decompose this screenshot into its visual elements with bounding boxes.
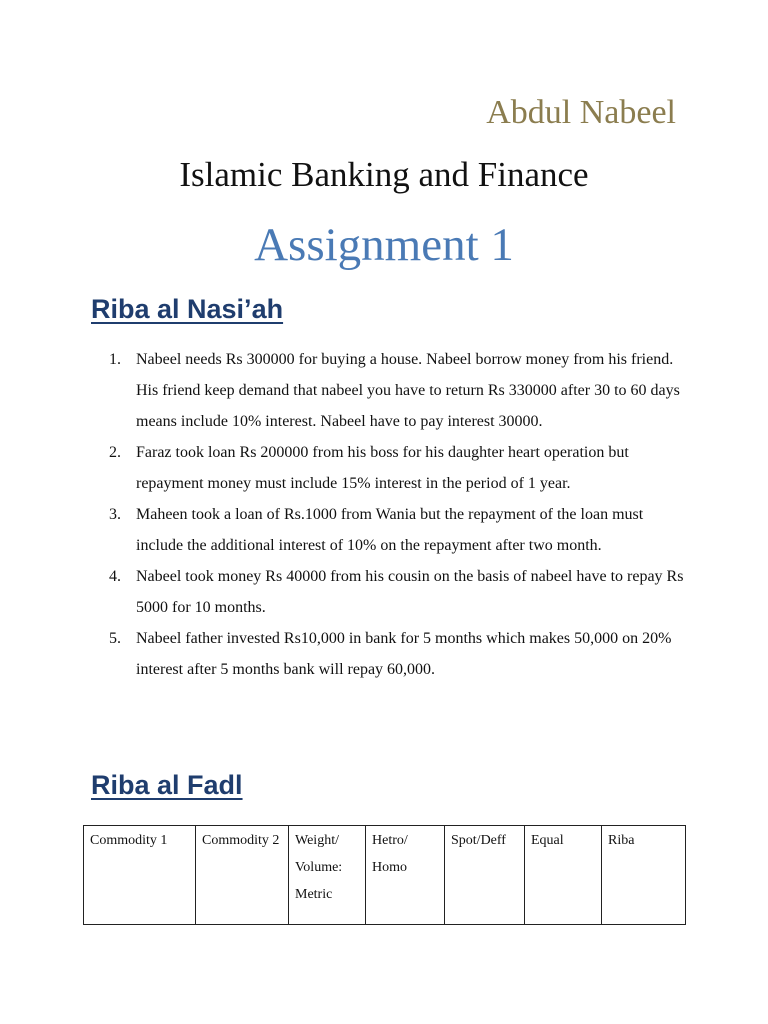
table-header-cell: Equal [525,826,602,925]
riba-al-fadl-table [83,825,686,925]
list-item-text: Maheen took a loan of Rs.1000 from Wania but the repayment of the loan must include the additional interest of 10% on the repayment after two month. [136,506,644,554]
table-header-cell: Commodity 1 [84,826,196,925]
list-item-text: Faraz took loan Rs 200000 from his boss for his daughter heart operation but repayment money must include 15% interest in the period of 1 year. [136,444,629,492]
list-item-number: 5. [109,630,121,647]
author-name: Abdul Nabeel [486,94,676,131]
table-header-cell: Weight/ Volume: Metric [289,826,366,925]
course-title: Islamic Banking and Finance [179,155,589,194]
list-item-number: 1. [109,351,121,368]
table-header-cell: Hetro/ Homo [366,826,445,925]
list-item-number: 4. [109,568,121,585]
list-item [109,499,689,561]
nasiah-examples-list [109,344,689,685]
table-header-cell: Spot/Deff [445,826,525,925]
list-item [109,623,689,685]
table-header-cell: Commodity 2 [196,826,289,925]
list-item-text: Nabeel needs Rs 300000 for buying a house. Nabeel borrow money from his friend. His friend keep demand that nabeel you have to return Rs 330000 after 30 to 60 days means include 10% interest. Nabeel have to pay interest 30000. [136,351,680,430]
list-item-number: 2. [109,444,121,461]
list-item-text: Nabeel father invested Rs10,000 in bank for 5 months which makes 50,000 on 20% interest after 5 months bank will repay 60,000. [136,630,672,678]
list-item-number: 3. [109,506,121,523]
list-item [109,561,689,623]
table-row [84,826,686,925]
list-item [109,344,689,437]
section-heading-riba-al-nasiah: Riba al Nasi’ah [91,294,284,324]
list-item-text: Nabeel took money Rs 40000 from his cousin on the basis of nabeel have to repay Rs 5000 for 10 months. [136,568,684,616]
assignment-title: Assignment 1 [254,219,514,271]
section-heading-riba-al-fadl: Riba al Fadl [91,770,243,800]
list-item [109,437,689,499]
table-header-cell: Riba [602,826,686,925]
